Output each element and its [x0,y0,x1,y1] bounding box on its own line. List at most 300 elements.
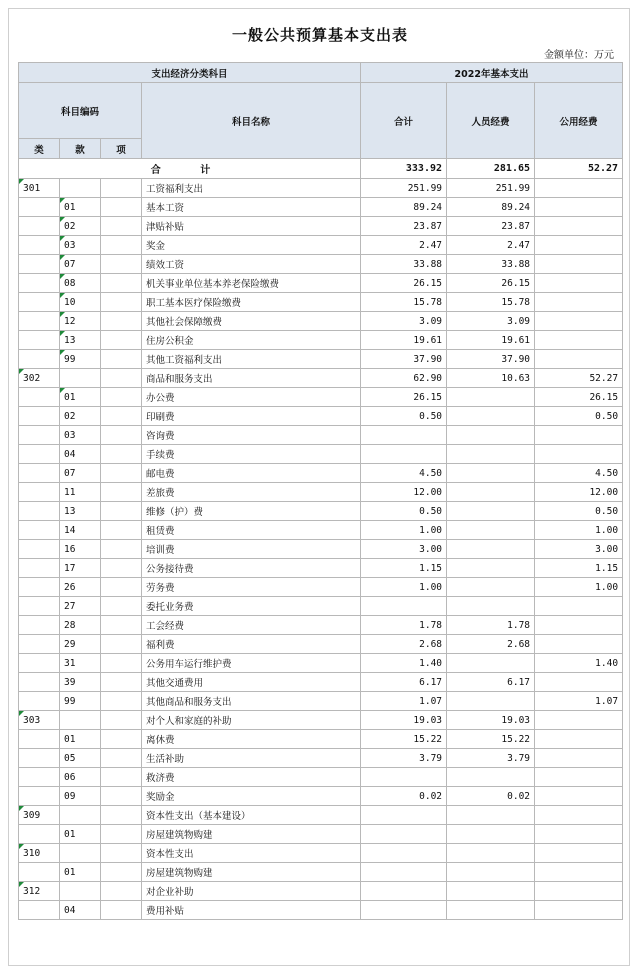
row-public [535,844,623,863]
row-item-name: 劳务费 [142,578,361,597]
row-public [535,255,623,274]
row-lei-code [19,597,60,616]
row-lei-code [19,863,60,882]
row-item-name: 房屋建筑物购建 [142,825,361,844]
row-personnel [447,654,535,673]
row-kuan-code: 04 [60,445,101,464]
row-xiang-code [101,407,142,426]
row-public: 1.40 [535,654,623,673]
row-personnel: 37.90 [447,350,535,369]
row-public [535,901,623,920]
row-total: 6.17 [361,673,447,692]
row-xiang-code [101,426,142,445]
row-xiang-code [101,521,142,540]
row-public [535,787,623,806]
row-public [535,350,623,369]
row-item-name: 绩效工资 [142,255,361,274]
table-row [19,426,623,445]
row-kuan-code: 12 [60,312,101,331]
row-personnel [447,521,535,540]
table-body [19,159,623,920]
row-personnel [447,559,535,578]
row-personnel [447,901,535,920]
row-total [361,768,447,787]
row-personnel [447,825,535,844]
row-xiang-code [101,559,142,578]
table-row [19,255,623,274]
row-public [535,730,623,749]
row-public [535,445,623,464]
page-title: 一般公共预算基本支出表 [231,26,408,44]
row-kuan-code: 27 [60,597,101,616]
row-xiang-code [101,179,142,198]
table-row [19,312,623,331]
row-public [535,711,623,730]
row-kuan-code: 28 [60,616,101,635]
row-total [361,597,447,616]
total-personnel: 281.65 [447,159,535,179]
row-personnel [447,597,535,616]
row-total [361,844,447,863]
row-public [535,825,623,844]
table-row [19,274,623,293]
row-lei-code: 302 [19,369,60,388]
row-personnel [447,863,535,882]
row-personnel [447,388,535,407]
row-total: 3.09 [361,312,447,331]
row-public: 12.00 [535,483,623,502]
row-public: 1.07 [535,692,623,711]
row-public: 1.15 [535,559,623,578]
row-total [361,806,447,825]
row-kuan-code: 10 [60,293,101,312]
table-row [19,863,623,882]
row-kuan-code: 02 [60,407,101,426]
row-lei-code [19,293,60,312]
row-item-name: 资本性支出（基本建设） [142,806,361,825]
row-personnel: 2.47 [447,236,535,255]
row-xiang-code [101,692,142,711]
row-lei-code [19,445,60,464]
row-total [361,901,447,920]
table-row [19,578,623,597]
total-public: 52.27 [535,159,623,179]
row-total: 4.50 [361,464,447,483]
row-item-name: 咨询费 [142,426,361,445]
table-row [19,806,623,825]
row-total: 15.78 [361,293,447,312]
row-lei-code [19,274,60,293]
row-total: 19.03 [361,711,447,730]
row-xiang-code [101,293,142,312]
row-total: 1.00 [361,521,447,540]
row-xiang-code [101,464,142,483]
header-lei: 类 [19,139,60,159]
row-xiang-code [101,749,142,768]
row-lei-code [19,502,60,521]
row-item-name: 住房公积金 [142,331,361,350]
row-personnel: 2.68 [447,635,535,654]
row-total: 1.00 [361,578,447,597]
header-xiang: 项 [101,139,142,159]
total-label: 合 计 [19,159,361,179]
row-kuan-code: 13 [60,331,101,350]
row-lei-code [19,825,60,844]
header-personnel: 人员经费 [447,83,535,159]
header-public: 公用经费 [535,83,623,159]
row-lei-code: 312 [19,882,60,901]
row-kuan-code: 05 [60,749,101,768]
row-public: 0.50 [535,407,623,426]
row-kuan-code: 17 [60,559,101,578]
table-row [19,407,623,426]
row-public [535,331,623,350]
row-public [535,293,623,312]
row-item-name: 工会经费 [142,616,361,635]
row-lei-code [19,483,60,502]
row-lei-code [19,692,60,711]
row-lei-code [19,730,60,749]
table-row [19,597,623,616]
row-xiang-code [101,844,142,863]
row-total: 23.87 [361,217,447,236]
row-kuan-code: 29 [60,635,101,654]
row-kuan-code: 13 [60,502,101,521]
row-personnel [447,806,535,825]
row-personnel: 251.99 [447,179,535,198]
row-item-name: 对个人和家庭的补助 [142,711,361,730]
row-item-name: 办公费 [142,388,361,407]
row-total: 0.02 [361,787,447,806]
row-xiang-code [101,198,142,217]
row-personnel: 6.17 [447,673,535,692]
total-row [19,159,623,179]
row-xiang-code [101,597,142,616]
row-personnel: 26.15 [447,274,535,293]
row-xiang-code [101,236,142,255]
row-xiang-code [101,369,142,388]
table-row [19,616,623,635]
row-xiang-code [101,787,142,806]
row-kuan-code: 01 [60,863,101,882]
row-kuan-code: 11 [60,483,101,502]
row-total: 2.47 [361,236,447,255]
row-lei-code: 303 [19,711,60,730]
row-xiang-code [101,863,142,882]
row-public: 26.15 [535,388,623,407]
table-row [19,388,623,407]
table-row [19,882,623,901]
row-personnel: 3.09 [447,312,535,331]
row-item-name: 公务用车运行维护费 [142,654,361,673]
table-row [19,464,623,483]
table-row [19,901,623,920]
row-personnel [447,882,535,901]
row-item-name: 邮电费 [142,464,361,483]
row-kuan-code: 01 [60,388,101,407]
row-personnel: 3.79 [447,749,535,768]
row-total [361,825,447,844]
table-row [19,350,623,369]
row-lei-code [19,236,60,255]
row-personnel [447,540,535,559]
row-lei-code [19,654,60,673]
row-personnel [447,502,535,521]
row-xiang-code [101,540,142,559]
row-public [535,312,623,331]
row-kuan-code: 02 [60,217,101,236]
table-row [19,521,623,540]
row-kuan-code: 14 [60,521,101,540]
row-xiang-code [101,654,142,673]
row-personnel [447,464,535,483]
row-kuan-code: 06 [60,768,101,787]
row-item-name: 职工基本医疗保险缴费 [142,293,361,312]
row-item-name: 生活补助 [142,749,361,768]
row-kuan-code: 39 [60,673,101,692]
row-personnel [447,578,535,597]
row-xiang-code [101,806,142,825]
row-personnel [447,407,535,426]
row-lei-code [19,350,60,369]
row-item-name: 资本性支出 [142,844,361,863]
row-xiang-code [101,673,142,692]
table-row [19,711,623,730]
row-item-name: 其他交通费用 [142,673,361,692]
header-economic-class: 支出经济分类科目 [19,63,361,83]
header-basic-expenditure: 2022年基本支出 [361,63,623,83]
row-lei-code [19,616,60,635]
table-row [19,293,623,312]
row-lei-code [19,312,60,331]
row-lei-code [19,198,60,217]
row-total: 1.40 [361,654,447,673]
row-xiang-code [101,901,142,920]
row-total: 0.50 [361,407,447,426]
row-item-name: 津贴补贴 [142,217,361,236]
row-item-name: 福利费 [142,635,361,654]
row-lei-code: 310 [19,844,60,863]
row-xiang-code [101,331,142,350]
table-row [19,749,623,768]
row-kuan-code: 03 [60,236,101,255]
row-item-name: 手续费 [142,445,361,464]
row-lei-code [19,578,60,597]
row-kuan-code: 01 [60,730,101,749]
row-public [535,863,623,882]
row-personnel: 33.88 [447,255,535,274]
row-personnel: 19.03 [447,711,535,730]
row-kuan-code: 01 [60,825,101,844]
header-total: 合计 [361,83,447,159]
row-item-name: 租赁费 [142,521,361,540]
row-total: 15.22 [361,730,447,749]
table-row [19,654,623,673]
row-item-name: 维修（护）费 [142,502,361,521]
row-lei-code: 309 [19,806,60,825]
table-row [19,692,623,711]
table-row [19,483,623,502]
row-item-name: 其他社会保障缴费 [142,312,361,331]
row-public: 1.00 [535,578,623,597]
row-public: 52.27 [535,369,623,388]
row-kuan-code: 01 [60,198,101,217]
row-public [535,768,623,787]
row-xiang-code [101,350,142,369]
row-item-name: 房屋建筑物购建 [142,863,361,882]
row-kuan-code: 07 [60,464,101,483]
row-kuan-code [60,369,101,388]
table-row [19,217,623,236]
row-total: 1.78 [361,616,447,635]
row-xiang-code [101,217,142,236]
row-kuan-code [60,711,101,730]
row-total [361,882,447,901]
row-public [535,616,623,635]
row-item-name: 差旅费 [142,483,361,502]
row-public [535,426,623,445]
row-lei-code [19,464,60,483]
row-personnel: 1.78 [447,616,535,635]
row-lei-code [19,635,60,654]
row-personnel [447,426,535,445]
row-lei-code [19,407,60,426]
table-row [19,559,623,578]
row-total: 12.00 [361,483,447,502]
row-item-name: 救济费 [142,768,361,787]
row-lei-code [19,426,60,445]
row-public: 1.00 [535,521,623,540]
row-xiang-code [101,502,142,521]
row-public [535,673,623,692]
row-xiang-code [101,274,142,293]
table-row [19,502,623,521]
row-total: 26.15 [361,388,447,407]
table-row [19,540,623,559]
row-item-name: 费用补贴 [142,901,361,920]
row-kuan-code: 08 [60,274,101,293]
header-item-name: 科目名称 [142,83,361,159]
row-lei-code [19,217,60,236]
row-lei-code [19,901,60,920]
row-kuan-code: 99 [60,692,101,711]
table-row [19,369,623,388]
row-total: 1.15 [361,559,447,578]
row-item-name: 奖金 [142,236,361,255]
row-personnel: 10.63 [447,369,535,388]
row-total: 2.68 [361,635,447,654]
row-xiang-code [101,730,142,749]
table-row [19,787,623,806]
row-total: 1.07 [361,692,447,711]
table-row [19,768,623,787]
row-kuan-code [60,806,101,825]
row-xiang-code [101,255,142,274]
row-kuan-code: 99 [60,350,101,369]
row-kuan-code: 03 [60,426,101,445]
row-personnel: 15.22 [447,730,535,749]
row-kuan-code: 26 [60,578,101,597]
row-item-name: 基本工资 [142,198,361,217]
row-kuan-code: 07 [60,255,101,274]
row-kuan-code: 09 [60,787,101,806]
row-item-name: 印刷费 [142,407,361,426]
row-kuan-code [60,844,101,863]
row-lei-code [19,255,60,274]
row-public [535,635,623,654]
table-row [19,730,623,749]
row-lei-code [19,559,60,578]
row-item-name: 公务接待费 [142,559,361,578]
row-xiang-code [101,711,142,730]
row-kuan-code [60,179,101,198]
table-row [19,179,623,198]
row-public: 0.50 [535,502,623,521]
row-lei-code [19,540,60,559]
row-total: 37.90 [361,350,447,369]
row-personnel [447,692,535,711]
total-sum: 333.92 [361,159,447,179]
row-public [535,749,623,768]
row-public: 4.50 [535,464,623,483]
row-personnel: 23.87 [447,217,535,236]
row-lei-code [19,768,60,787]
row-total: 62.90 [361,369,447,388]
row-xiang-code [101,616,142,635]
row-total: 3.79 [361,749,447,768]
row-total [361,863,447,882]
row-total [361,426,447,445]
row-public [535,274,623,293]
row-total: 19.61 [361,331,447,350]
row-item-name: 离休费 [142,730,361,749]
table-row [19,445,623,464]
row-personnel [447,844,535,863]
row-personnel: 19.61 [447,331,535,350]
header-kuan: 款 [60,139,101,159]
row-xiang-code [101,312,142,331]
row-public [535,179,623,198]
table-row [19,844,623,863]
table-row [19,331,623,350]
row-item-name: 奖励金 [142,787,361,806]
row-item-name: 商品和服务支出 [142,369,361,388]
row-xiang-code [101,388,142,407]
row-kuan-code: 16 [60,540,101,559]
row-total: 251.99 [361,179,447,198]
row-item-name: 机关事业单位基本养老保险缴费 [142,274,361,293]
row-item-name: 培训费 [142,540,361,559]
row-lei-code [19,331,60,350]
row-public [535,198,623,217]
row-public [535,597,623,616]
row-personnel [447,768,535,787]
row-item-name: 其他商品和服务支出 [142,692,361,711]
row-lei-code [19,787,60,806]
row-xiang-code [101,483,142,502]
row-lei-code [19,673,60,692]
row-public [535,806,623,825]
row-xiang-code [101,768,142,787]
table-row [19,635,623,654]
row-item-name: 工资福利支出 [142,179,361,198]
row-kuan-code: 04 [60,901,101,920]
row-total: 33.88 [361,255,447,274]
row-kuan-code: 31 [60,654,101,673]
row-kuan-code [60,882,101,901]
row-total [361,445,447,464]
row-personnel [447,445,535,464]
